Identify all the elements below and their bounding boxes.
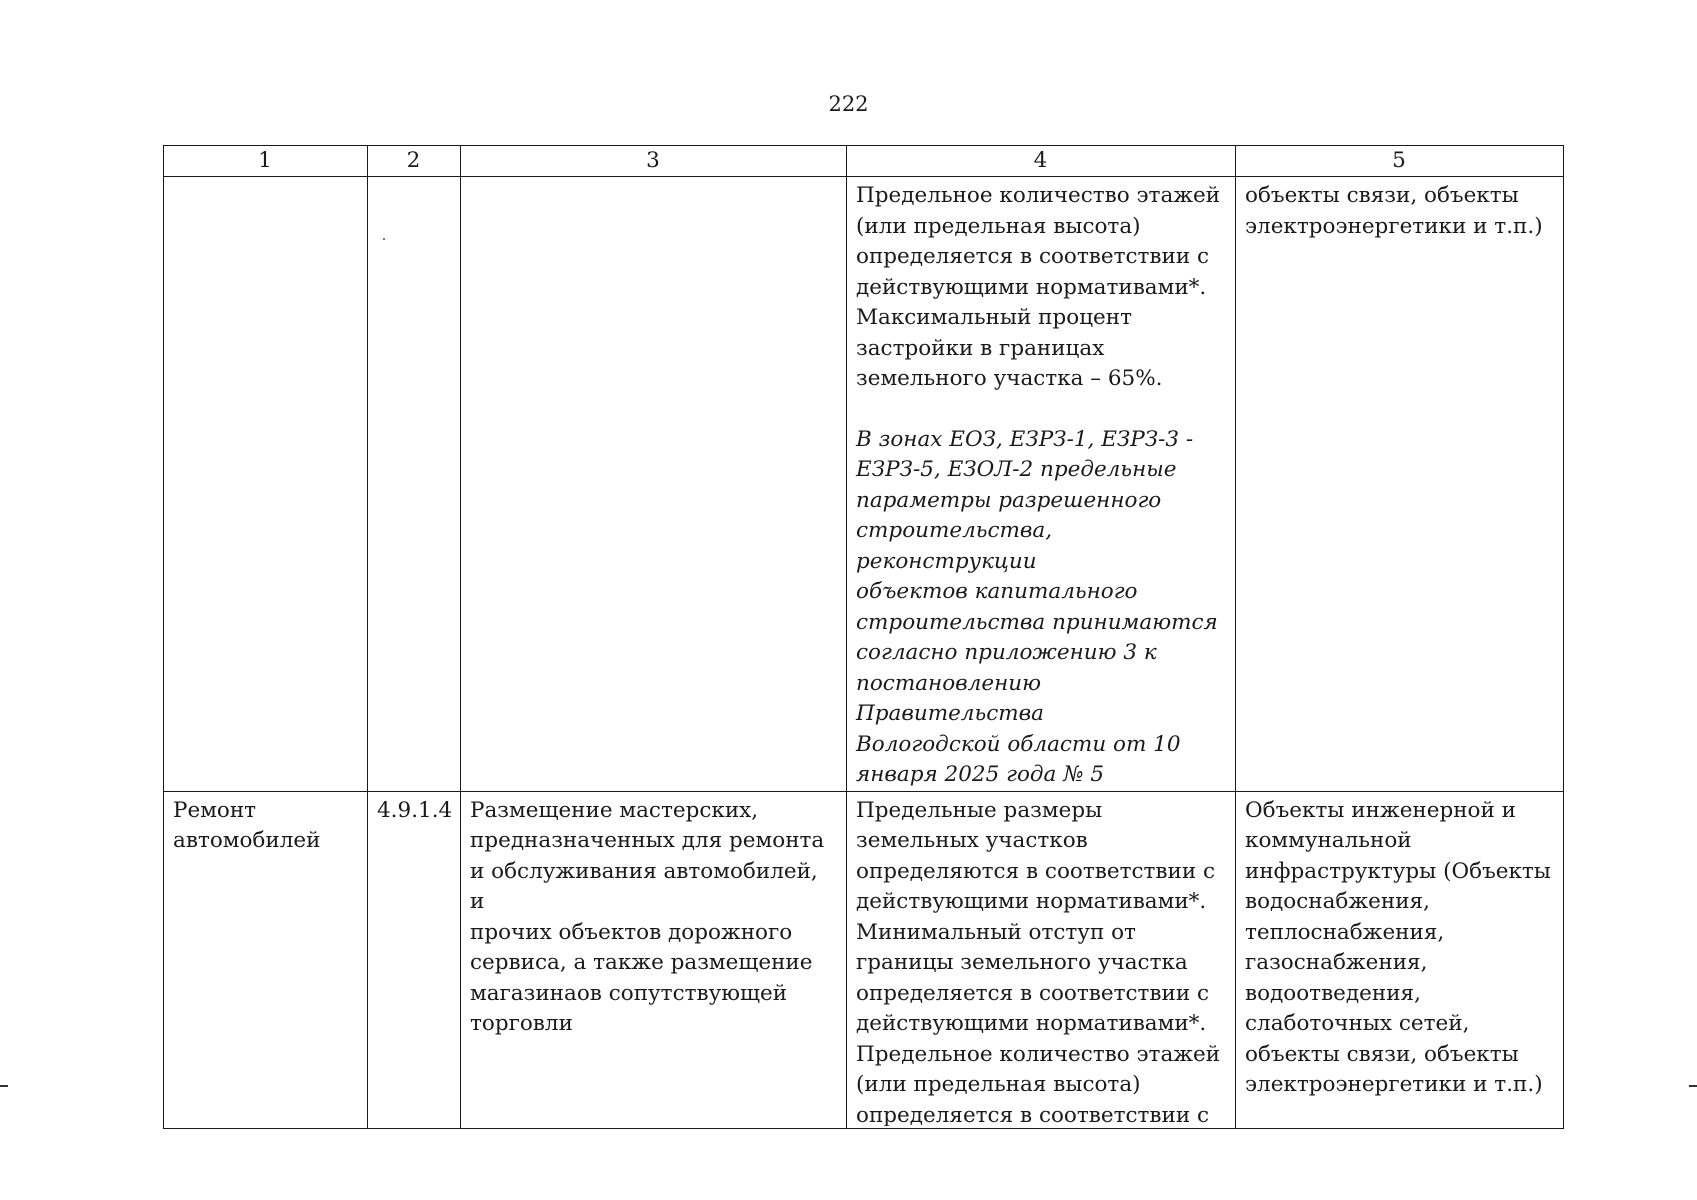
parameters-cell: [847, 791, 1236, 1128]
column-header-4: 4: [847, 146, 1236, 177]
use-code-cell: [368, 177, 461, 792]
table-row: [164, 791, 1564, 1128]
use-name-cell: [164, 177, 368, 792]
parameters-text: Предельное количество этажей (или предельная высота) определяется в соответствии с действующими нормативами*. Максимальный процент застройки в границах земельного участка – 65%.: [856, 183, 1221, 391]
parameters-cell: [847, 177, 1236, 792]
use-name-cell: [164, 791, 368, 1128]
column-header-3: 3: [461, 146, 847, 177]
page-number: 222: [828, 92, 869, 116]
column-header-5: 5: [1236, 146, 1564, 177]
related-objects-cell: [1236, 791, 1564, 1128]
related-objects: Объекты инженерной и коммунальной инфраструктуры (Объекты водоснабжения, теплоснабжения, газоснабжения, водоотведения, слаботочных сетей, объекты связи, объекты электроэнергетики и т.п.): [1245, 797, 1551, 1097]
related-objects-cell: [1236, 177, 1564, 792]
parameters-text: Предельные размеры земельных участков определяются в соответствии с действующими нормативами*. Минимальный отступ от границы земельного участка определяется в соответствии с действующими нормативами*. Предельное количество этажей (или предельная высота) определяется в соответствии с: [856, 797, 1221, 1126]
table-row: [164, 177, 1564, 792]
table-header-row: [164, 146, 1564, 177]
column-header-1: 1: [164, 146, 368, 177]
use-name: Ремонт автомобилей: [173, 797, 321, 853]
use-description-cell: [461, 177, 847, 792]
parameters-zone-note: В зонах ЕОЗ, ЕЗРЗ-1, ЕЗРЗ-3 - ЕЗРЗ-5, ЕЗОЛ-2 предельные параметры разрешенного строительства, реконструкции объектов капитального строительства принимаются согласно приложению 3 к постановлению Правительства Вологодской области от 10 января 2025 года № 5: [856, 426, 1218, 787]
related-objects: объекты связи, объекты электроэнергетики и т.п.): [1245, 183, 1543, 239]
use-description: Размещение мастерских, предназначенных для ремонта и обслуживания автомобилей, и прочих объектов дорожного сервиса, а также размещение магазинаов сопутствующей торговли: [470, 797, 825, 1036]
column-header-2: 2: [368, 146, 461, 177]
scan-edge-mark-left: [0, 1085, 8, 1087]
use-code-cell: [368, 791, 461, 1128]
use-code: 4.9.1.4: [377, 797, 453, 823]
scan-edge-mark-right: [1689, 1085, 1697, 1087]
regulation-table: [163, 145, 1564, 1129]
use-description-cell: [461, 791, 847, 1128]
